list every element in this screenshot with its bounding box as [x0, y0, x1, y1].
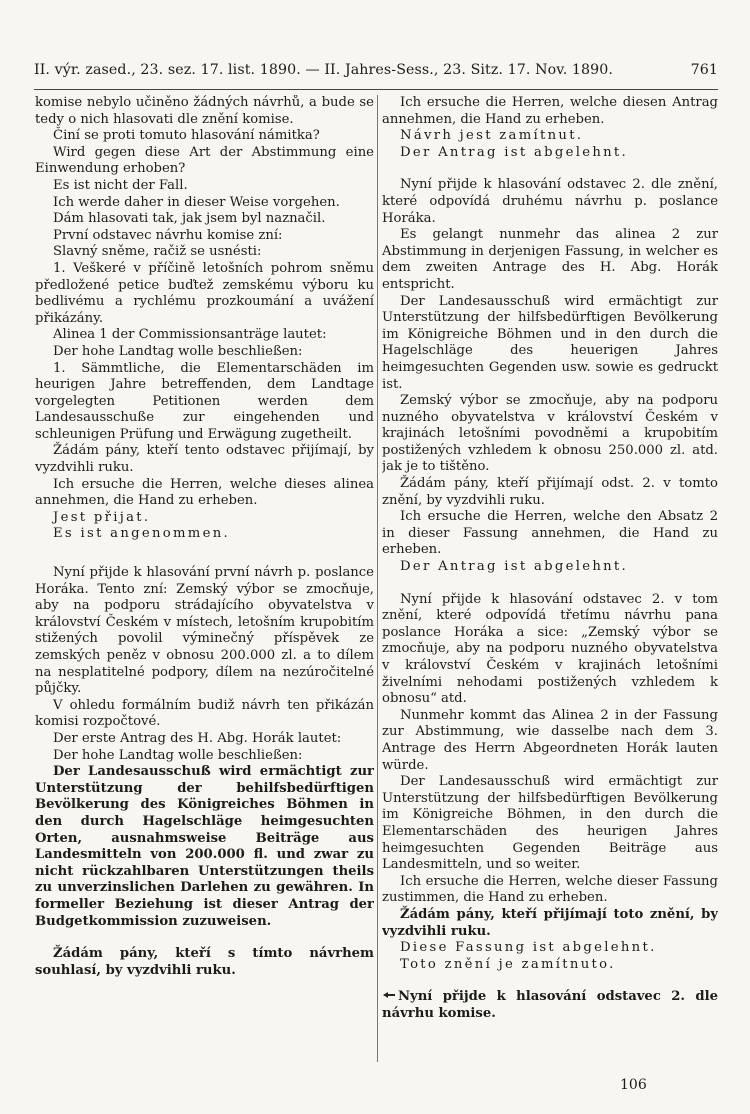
paragraph: komise nebylo učiněno žádných návrhů, a bude se tedy o nich hlasovati dle znění komise. [35, 95, 374, 127]
result-statement: Es ist angenommen. [53, 526, 230, 542]
header-rule [34, 89, 718, 90]
right-column [382, 95, 718, 1058]
paragraph: 1. Veškeré v příčině letošních pohrom sněmu předložené petice buďtež zemskému výboru ku bedlivému a rychlému prozkoumání a uvážení přikázány. [35, 260, 374, 326]
paragraph: Slavný sněme, račiž se usnésti: [53, 244, 262, 260]
result-statement: Jest přijat. [53, 509, 151, 525]
header-page-number: 761 [690, 62, 718, 78]
footer-page-number: 106 [620, 1077, 647, 1093]
paragraph: Nunmehr kommt das Alinea 2 in der Fassung zur Abstimmung, wie dasselbe nach dem 3. Antrage des Herrn Abgeordneten Horák lauten würde. [382, 707, 718, 773]
left-column [35, 95, 374, 1058]
paragraph: Es ist nicht der Fall. [53, 177, 188, 193]
paragraph: Ich werde daher in dieser Weise vorgehen. [53, 194, 340, 210]
paragraph: Wird gegen diese Art der Abstimmung eine Einwendung erhoben? [35, 144, 374, 177]
paragraph: Nyní přijde k hlasování první návrh p. poslance Horáka. Tento zní: Zemský výbor se zmocňuje, aby na podporu strádajícího obyvatelstva v království Českém v místech, letošním krupobitím stižených povolil výminečný příspěvek ze zemských peněz v obnosu 200.000 zl. a to dílem na nesplatitelné podpory, dílem na nezúročitelné půjčky. [35, 565, 374, 697]
paragraph: Ich ersuche die Herren, welche den Absatz 2 in dieser Fassung annehmen, die Hand zu erheben. [382, 509, 718, 558]
paragraph: Činí se proti tomuto hlasování námitka? [53, 128, 320, 144]
paragraph: Nyní přijde k hlasování odstavec 2. dle znění, které odpovídá druhému návrhu p. poslance Horáka. [382, 177, 718, 226]
paragraph: Žádám pány, kteří tento odstavec přijímají, by vyzdvihli ruku. [35, 443, 374, 476]
paragraph: Es gelangt nunmehr das alinea 2 zur Abstimmung in derjenigen Fassung, in welcher es dem zweiten Antrage des H. Abg. Horák entspricht. [382, 227, 718, 292]
paragraph: Zemský výbor se zmocňuje, aby na podporu nuzného obyvatelstva v království Českém v krajinách letošními povodněmi a krupobitím postižených vzhledem k obnosu 250.000 zl. atd. jak je to tištěno. [382, 393, 718, 475]
header-session-info: II. výr. zased., 23. sez. 17. list. 1890. — II. Jahres-Sess., 23. Sitz. 17. Nov. 1890. [34, 62, 614, 78]
paragraph: Alinea 1 der Commissionsanträge lautet: [53, 327, 327, 343]
result-statement: Der Antrag ist abgelehnt. [400, 144, 629, 160]
column-divider [377, 95, 378, 1062]
paragraph: Dám hlasovati tak, jak jsem byl naznačil. [53, 211, 326, 227]
paragraph: Ich ersuche die Herren, welche dieses alinea annehmen, die Hand zu erheben. [35, 476, 374, 509]
paragraph: Der Landesausschuß wird ermächtigt zur Unterstützung der hilfsbedürftigen Bevölkerung im Königreiche Böhmen, in den durch die Elementarschäden des heurigen Jahres heimgesuchten Gegenden Beiträge aus Landesmitteln, und so weiter. [382, 774, 718, 873]
paragraph: Nyní přijde k hlasování odstavec 2. v tom znění, které odpovídá třetímu návrhu pana poslance Horáka a sice: „Zemský výbor se zmocňuje, aby na podporu nuzného obyvatelstva v království Českém v krajinách letošními živelními nehodami postižených vzhledem k obnosu“ atd. [382, 591, 718, 707]
paragraph: Ich ersuche die Herren, welche dieser Fassung zustimmen, die Hand zu erheben. [382, 873, 718, 906]
paragraph-text: Nyní přijde k hlasování odstavec 2. dle návrhu komise. [382, 989, 718, 1021]
result-statement: Der Antrag ist abgelehnt. [400, 559, 629, 575]
paragraph: Ich ersuche die Herren, welche diesen Antrag annehmen, die Hand zu erheben. [382, 95, 718, 127]
paragraph: Žádám pány, kteří s tímto návrhem souhlasí, by vyzdvihli ruku. [35, 946, 374, 978]
paragraph: Der Landesausschuß wird ermächtigt zur Unterstützung der hilfsbedürftigen Bevölkerung im Königreiche Böhmen und in den durch die Hagelschläge des heuerigen Jahres heimgesuchten Gegenden usw. sowie es gedruckt ist. [382, 293, 718, 392]
paragraph: 1. Sämmtliche, die Elementarschäden im heurigen Jahre betreffenden, dem Landtage vorgelegten Petitionen werden dem Landesausschuße zur eingehenden und schleunigen Prüfung und Erwägung zugetheilt. [35, 360, 374, 442]
paragraph: Žádám pány, kteří přijímají odst. 2. v tomto znění, by vyzdvihli ruku. [382, 476, 718, 508]
running-header [34, 62, 718, 84]
paragraph: První odstavec návrhu komise zní: [53, 227, 283, 243]
pointing-hand-icon [382, 989, 396, 1002]
result-statement: Diese Fassung ist abgelehnt. [400, 940, 657, 956]
paragraph: Der hohe Landtag wolle beschließen: [53, 747, 303, 763]
paragraph: V ohledu formálním budiž návrh ten přikázán komisi rozpočtové. [35, 697, 374, 730]
result-statement: Návrh jest zamítnut. [400, 128, 584, 144]
paragraph [382, 989, 718, 1022]
result-statement: Toto znění je zamítnuto. [400, 956, 616, 972]
paragraph: Der erste Antrag des H. Abg. Horák lautet: [53, 730, 342, 746]
paragraph: Der Landesausschuß wird ermächtigt zur Unterstützung der behilfsbedürftigen Bevölkerung des Königreiches Böhmen in den durch Hagelschläge heimgesuchten Orten, ausnahmsweise Beiträge aus Landesmitteln von 200.000 fl. und zwar zu nicht rückzahlbaren Unterstützungen theils zu unverzinslichen Darlehen zu gewähren. In formeller Beziehung ist dieser Antrag der Budgetkommission zuzuweisen. [35, 764, 374, 929]
paragraph: Der hohe Landtag wolle beschließen: [53, 343, 303, 359]
paragraph: Žádám pány, kteří přijímají toto znění, by vyzdvihli ruku. [382, 906, 718, 939]
